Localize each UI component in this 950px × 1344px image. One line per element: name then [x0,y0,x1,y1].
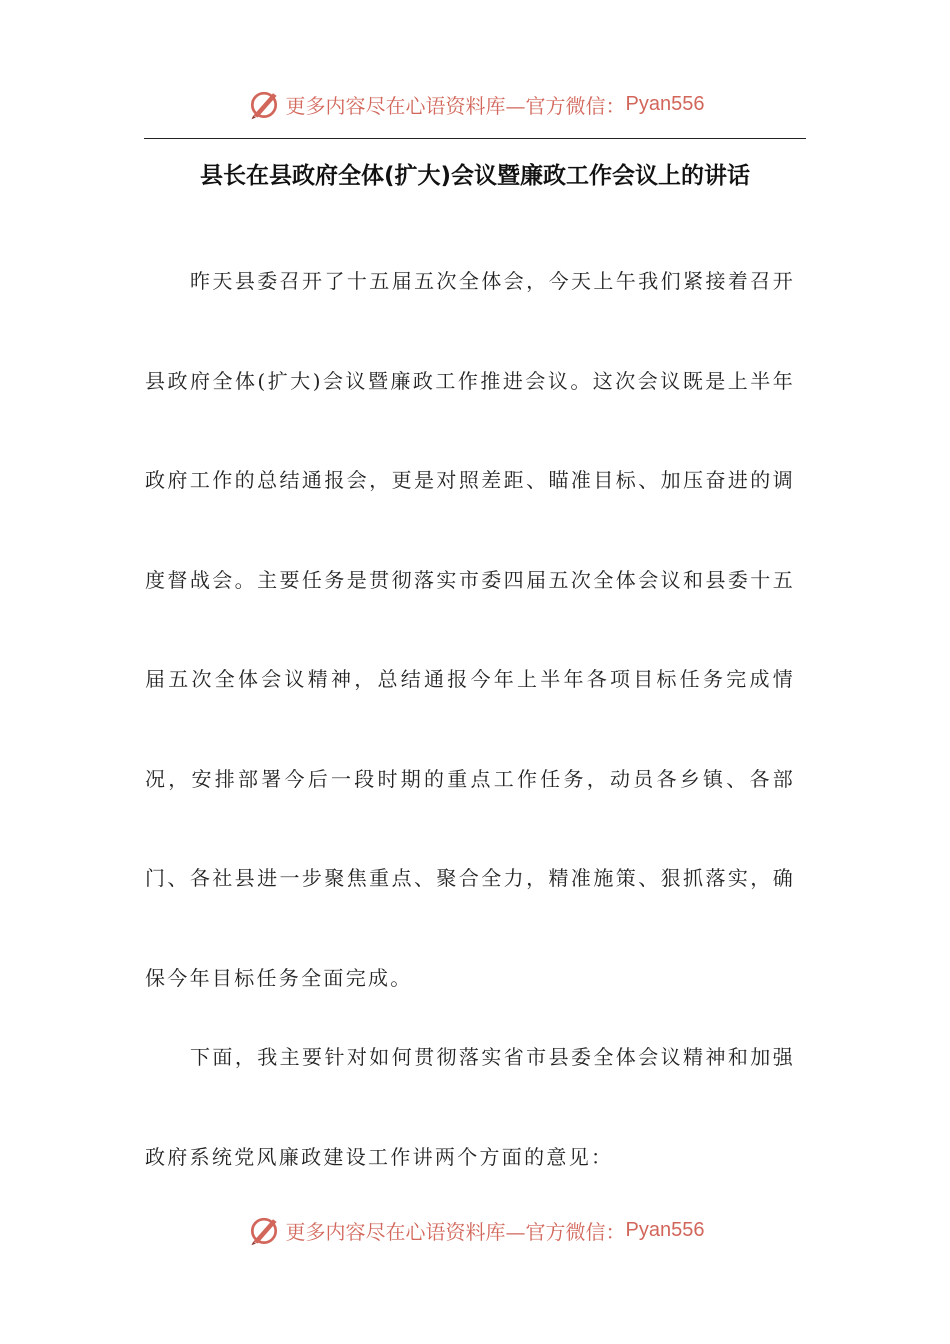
paragraph-1: 昨天县委召开了十五届五次全体会，今天上午我们紧接着召开县政府全体(扩大)会议暨廉政工作推进会议。这次会议既是上半年政府工作的总结通报会，更是对照差距、瞄准目标、加压奋进的调度督战会。主要任务是贯彻落实市委四届五次全体会议和县委十五届五次全体会议精神，总结通报今年上半年各项目标任务完成情况，安排部署今后一段时期的重点工作任务，动员各乡镇、各部门、各社县进一步聚焦重点、聚合全力，精准施策、狠抓落实，确保今年目标任务全面完成。 [145,269,795,990]
document-body [145,232,795,1207]
document-title: 县长在县政府全体(扩大)会议暨廉政工作会议上的讲话 [199,163,751,189]
watermark-site-text: 更多内容尽在心语资料库—官方微信： [285,1219,626,1244]
pen-logo-icon [246,1212,282,1248]
footer-watermark [0,1210,950,1250]
watermark-site-text: 更多内容尽在心语资料库—官方微信： [285,93,626,118]
header-divider [144,138,806,139]
paragraph-2: 下面，我主要针对如何贯彻落实省市县委全体会议精神和加强政府系统党风廉政建设工作讲两个方面的意见： [145,1045,795,1169]
header-watermark [0,84,950,124]
watermark-wechat-id: Pyan556 [625,1218,705,1241]
pen-logo-icon [246,86,282,122]
watermark-wechat-id: Pyan556 [625,92,705,115]
